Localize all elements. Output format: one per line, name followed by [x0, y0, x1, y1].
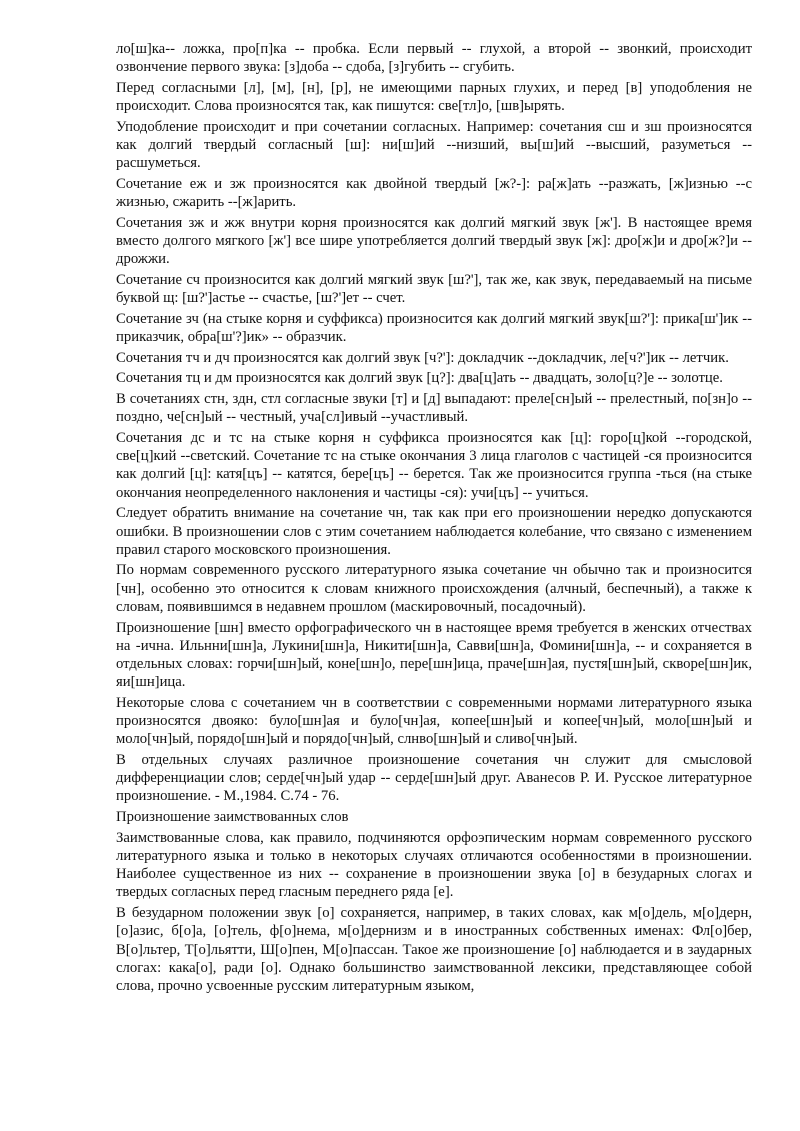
paragraph-16: В отдельных случаях различное произношение сочетания чн служит для смысловой дифференциации слов; серде[чн]ый удар -- серде[шн]ый друг. Аванесов Р. И. Русское литературное произношение. - М.,1984. С.74 - 76.: [116, 752, 752, 805]
document-page: [116, 40, 752, 998]
section-heading: Произношение заимствованных слов: [116, 809, 349, 826]
paragraph-5: Сочетания зж и жж внутри корня произносятся как долгий мягкий звук [ж']. В настоящее время вместо долгого мягкого [ж'] все шире употребляется долгий твердый звук [ж]: дро[ж]и и дро[ж?]и -- дрожжи.: [116, 214, 752, 268]
paragraph-15: Некоторые слова с сочетанием чн в соответствии с современными нормами литературного языка произносятся двояко: було[шн]ая и було[чн]ая, копее[шн]ый и копее[чн]ый, моло[шн]ый и моло[чн]ый, порядо[шн]ый и порядо[чн]ый, слнво[шн]ый и сливо[чн]ый.: [116, 694, 752, 748]
paragraph-4: Сочетание еж и зж произносятся как двойной твердый [ж?-]: ра[ж]ать --разжать, [ж]изнью --с жизнью, сжарить --[ж]арить.: [116, 175, 752, 211]
paragraph-12: Следует обратить внимание на сочетание чн, так как при его произношении нередко допускаются ошибки. В произношении слов с этим сочетанием наблюдается колебание, что связано с изменением правил старого московского произношения.: [116, 505, 752, 558]
paragraph-1: ло[ш]ка-- ложка, про[п]ка -- пробка. Если первый -- глухой, а второй -- звонкий, происходит озвончение первого звука: [з]доба -- сдоба, [з]губить -- сгубить.: [116, 41, 752, 76]
paragraph-7: Сочетание зч (на стыке корня и суффикса) произносится как долгий мягкий звук[ш?']: прика[ш']ик --приказчик, обра[ш'?]ик» -- образчик.: [116, 310, 752, 346]
paragraph-9: Сочетания тц и дм произносятся как долгий звук [ц?]: два[ц]ать -- двадцать, золо[ц?]е -- золотце.: [116, 370, 723, 387]
paragraph-6: Сочетание сч произносится как долгий мягкий звук [ш?'], так же, как звук, передаваемый на письме буквой щ: [ш?']астье -- счастье, [ш?']ет -- счет.: [116, 271, 752, 307]
paragraph-14: Произношение [шн] вместо орфографического чн в настоящее время требуется в женских отчествах на -ична. Ильнни[шн]а, Лукини[шн]а, Никити[шн]а, Савви[шн]а, Фомини[шн]а, -- и сохраняется в отдельных словах: горчи[шн]ый, коне[шн]о, пере[шн]ица, праче[шн]ая, пустя[шн]ый, скворе[шн]ик, яи[шн]ица.: [116, 619, 752, 691]
paragraph-11: Сочетания дс и тс на стыке корня н суффикса произносятся как [ц]: горо[ц]кой --городской, све[ц]кий --светский. Сочетание тс на стыке окончания 3 лица глаголов с частицей -ся произносится как долгий [ц]: катя[цъ] -- катятся, бере[цъ] -- берется. Так же произносится группа -ться (на стыке окончания неопределенного наклонения и частицы -ся): учи[цъ] -- учиться.: [116, 430, 752, 501]
paragraph-17: Заимствованные слова, как правило, подчиняются орфоэпическим нормам современного русского литературного языка и только в некоторых случаях отличаются особенностями в произношении. Наиболее существенное из них -- сохранение в произношении звука [о] в безударных слогах и твердых согласных перед гласным переднего ряда [е].: [116, 829, 752, 901]
paragraph-13: По нормам современного русского литературного языка сочетание чн обычно так и произносится [чн], особенно это относится к словам книжного происхождения (алчный, беспечный), а также к словам, появившимся в недавнем прошлом (маскировочный, посадочный).: [116, 562, 752, 615]
paragraph-10: В сочетаниях стн, здн, стл согласные звуки [т] и [д] выпадают: преле[сн]ый -- прелестный, по[зн]о -- поздно, че[сн]ый -- честный, уча[сл]ивый --участливый.: [116, 391, 752, 426]
paragraph-2: Перед согласными [л], [м], [н], [р], не имеющими парных глухих, и перед [в] уподобления не происходит. Слова произносятся так, как пишутся: све[тл]о, [шв]ырять.: [116, 79, 752, 115]
paragraph-3: Уподобление происходит и при сочетании согласных. Например: сочетания сш и зш произносятся как долгий твердый согласный [ш]: ни[ш]ий --низший, вы[ш]ий --высший, разуметься --расшуметься.: [116, 118, 752, 172]
paragraph-18: В безударном положении звук [о] сохраняется, например, в таких словах, как м[о]дель, м[о]дерн, [о]азис, б[о]а, [о]тель, ф[о]нема, м[о]дернизм и в иностранных собственных именах: Фл[о]бер, В[о]льтер, Т[о]льятти, Ш[о]пен, М[о]пассан. Такое же произношение [о] наблюдается и в заударных слогах: кака[о], ради [о]. Однако большинство заимствованной лексики, представляющее собой слова, прочно усвоенные русским литературным языком,: [116, 905, 752, 994]
paragraph-8: Сочетания тч и дч произносятся как долгий звук [ч?']: докладчик --докладчик, ле[ч?']ик -- летчик.: [116, 349, 729, 366]
